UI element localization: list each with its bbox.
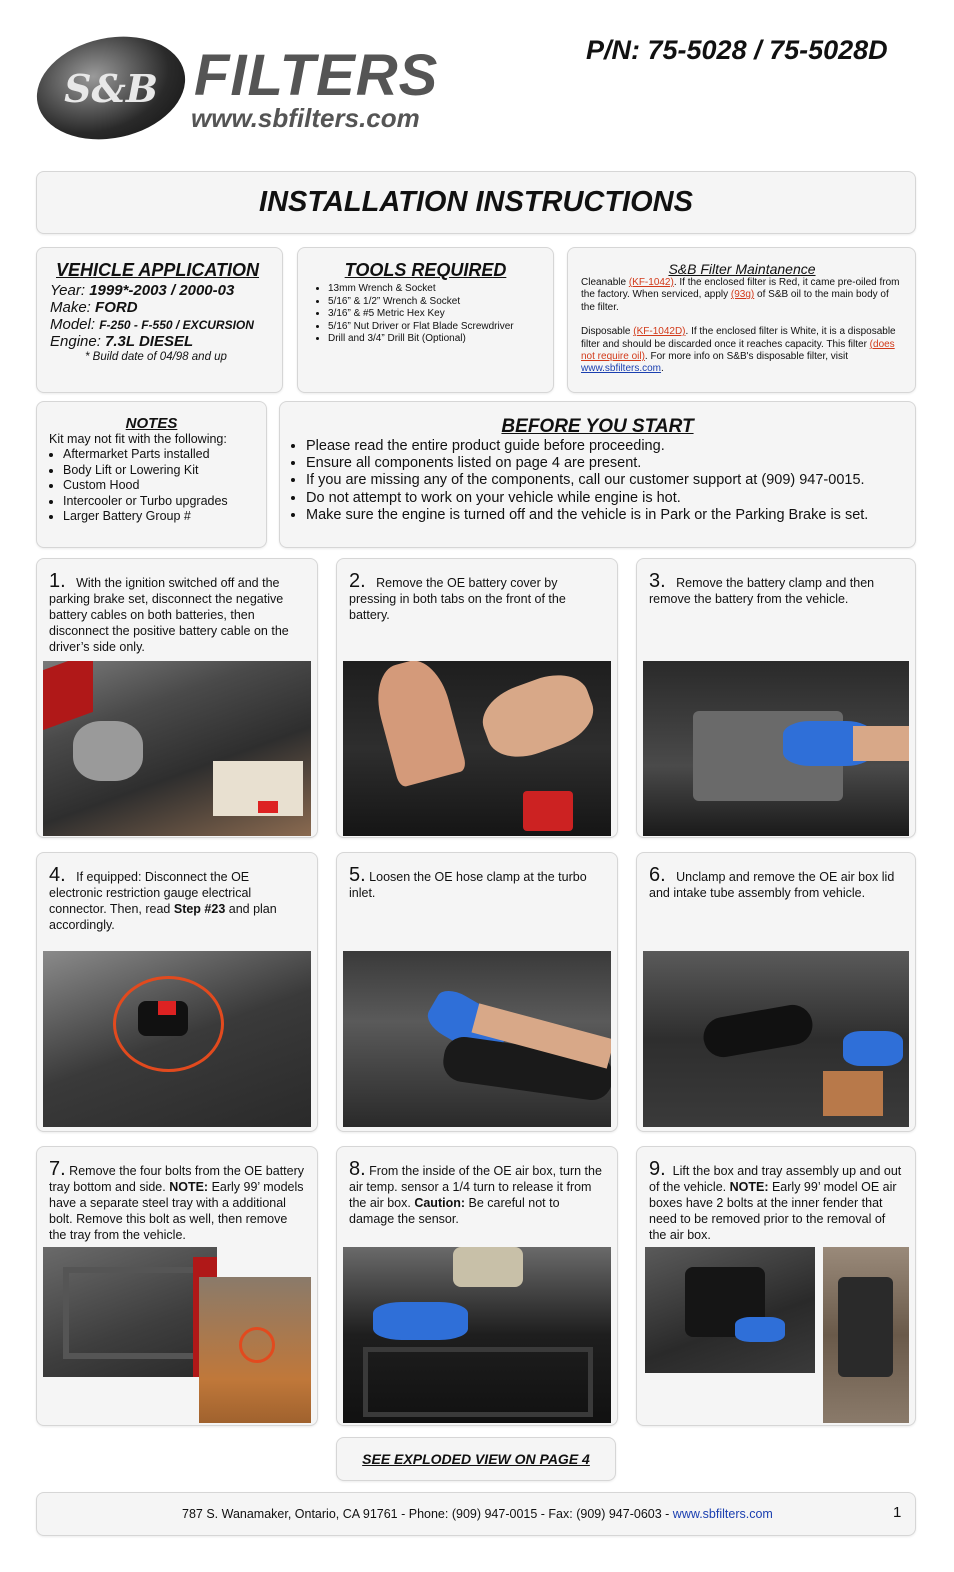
notes-box: [36, 401, 267, 548]
before-list: [292, 438, 903, 524]
before-item: • Do not attempt to work on your vehicle while engine is hot.: [306, 490, 903, 507]
step-1-card: [36, 558, 318, 838]
step-7-photo-tray: [43, 1247, 217, 1377]
notes-heading: NOTES: [125, 415, 178, 432]
before-item: • Make sure the engine is turned off and the vehicle is in Park or the Parking Brake is set.: [306, 507, 903, 524]
tool-item: • 13mm Wrench & Socket: [328, 283, 553, 296]
step-1-text: 1. With the ignition switched off and the parking brake set, disconnect the negative battery cables on both batteries, then disconnect the positive battery cable on the driver’s side only.: [49, 570, 289, 654]
exploded-view-label: SEE EXPLODED VIEW ON PAGE 4: [362, 1451, 590, 1467]
step-2-photo: [343, 661, 611, 836]
disposable-part-link[interactable]: (KF-1042D): [633, 326, 686, 338]
before-item: • Ensure all components listed on page 4 are present.: [306, 455, 903, 472]
step-6-text: 6. Unclamp and remove the OE air box lid and intake tube assembly from vehicle.: [649, 864, 895, 900]
note-item: • Intercooler or Turbo upgrades: [63, 494, 266, 510]
step-4-card: [36, 852, 318, 1132]
before-box: [279, 401, 916, 548]
notes-intro: Kit may not fit with the following:: [49, 431, 227, 446]
title-box: [36, 171, 916, 234]
part-number: P/N: 75-5028 / 75-5028D: [586, 35, 888, 65]
step-3-card: [636, 558, 916, 838]
step-6-photo: [643, 951, 909, 1127]
step-8-card: [336, 1146, 618, 1426]
step-9-photo-fender: [823, 1247, 909, 1423]
website-link[interactable]: www.sbfilters.com: [581, 363, 662, 375]
step-7-card: [36, 1146, 318, 1426]
notes-list: [49, 447, 266, 525]
step-5-card: [336, 852, 618, 1132]
step-8-text: 8. From the inside of the OE air box, turn the air temp. sensor a 1/4 turn to release it from the air box. Caution: Be careful not to damage the sensor.: [349, 1158, 602, 1226]
tool-item: • 3/16” & #5 Metric Hex Key: [328, 308, 553, 321]
before-item: • If you are missing any of the components, call our customer support at (909) 947-0015.: [306, 472, 903, 489]
step-1-photo: [43, 661, 311, 836]
step-2-card: [336, 558, 618, 838]
note-item: • Larger Battery Group #: [63, 509, 266, 525]
before-heading: BEFORE YOU START: [501, 416, 694, 437]
tool-item: • 5/16” & 1/2” Wrench & Socket: [328, 296, 553, 309]
exploded-view-box[interactable]: [336, 1437, 616, 1481]
page-number: 1: [893, 1504, 902, 1521]
note-item: • Custom Hood: [63, 478, 266, 494]
before-item: • Please read the entire product guide before proceeding.: [306, 438, 903, 455]
footer-box: [36, 1492, 916, 1536]
tools-heading: TOOLS REQUIRED: [344, 260, 507, 280]
brand-website: www.sbfilters.com: [191, 103, 420, 133]
step-8-photo: [343, 1247, 611, 1423]
maintenance-cleanable: Cleanable (KF-1042). If the enclosed filter is Red, it came pre-oiled from the factory. When serviced, apply (93g) of S&B oil to the main body of the filter.: [581, 277, 900, 313]
vehicle-footnote: * Build date of 04/98 and up: [85, 351, 227, 363]
step-9-card: [636, 1146, 916, 1426]
logo-badge-text: S&B: [64, 66, 158, 111]
tool-item: • 5/16” Nut Driver or Flat Blade Screwdriver: [328, 321, 553, 334]
step-6-card: [636, 852, 916, 1132]
maintenance-disposable: Disposable (KF-1042D). If the enclosed filter is White, it is a disposable filter and should be discarded once it reaches capacity. This filter (does not require oil). For more info on S&B's disposable filter, visit www.sbfilters.com.: [581, 326, 896, 375]
no-oil-link[interactable]: (does not require oil): [581, 338, 895, 363]
vehicle-model: Model: F-250 - F-550 / EXCURSION: [50, 316, 254, 333]
step-7-text: 7. Remove the four bolts from the OE battery tray bottom and side. NOTE: Early 99’ models have a separate steel tray with a additional bolt. Remove this bolt as well, then remove the tray from the vehicle.: [49, 1158, 304, 1242]
vehicle-box: [36, 247, 283, 393]
tool-item: • Drill and 3/4” Drill Bit (Optional): [328, 333, 553, 346]
step-3-photo: [643, 661, 909, 836]
note-item: • Body Lift or Lowering Kit: [63, 463, 266, 479]
tools-list: [310, 283, 553, 346]
footer-website-link[interactable]: www.sbfilters.com: [672, 1507, 773, 1521]
step-7-photo-bolt: [199, 1277, 311, 1423]
step-3-text: 3. Remove the battery clamp and then remove the battery from the vehicle.: [649, 570, 875, 606]
page-title: INSTALLATION INSTRUCTIONS: [259, 186, 693, 218]
step-4-text: 4. If equipped: Disconnect the OE electronic restriction gauge electrical connector. Then, read Step #23 and plan accordingly.: [49, 864, 277, 932]
vehicle-engine: Engine: 7.3L DIESEL: [50, 333, 194, 350]
step-2-text: 2. Remove the OE battery cover by pressing in both tabs on the front of the battery.: [349, 570, 566, 622]
step-9-text: 9. Lift the box and tray assembly up and out of the vehicle. NOTE: Early 99’ model OE air boxes have 2 bolts at the inner fender that need to be removed prior to the removal of the air box.: [649, 1158, 902, 1242]
logo: [36, 30, 506, 150]
oil-amount-link[interactable]: (93g): [730, 289, 755, 301]
maintenance-heading: S&B Filter Maintanence: [668, 261, 816, 277]
step-5-text: 5. Loosen the OE hose clamp at the turbo inlet.: [349, 864, 587, 900]
brand-name: FILTERS: [194, 43, 439, 108]
maintenance-box: [567, 247, 916, 393]
vehicle-heading: VEHICLE APPLICATION: [56, 260, 260, 280]
step-9-photo-airbox: [645, 1247, 815, 1373]
vehicle-make: Make: FORD: [50, 299, 138, 316]
cleanable-part-link[interactable]: (KF-1042): [628, 277, 674, 288]
tools-box: [297, 247, 554, 393]
step-4-photo: [43, 951, 311, 1127]
step-5-photo: [343, 951, 611, 1127]
vehicle-year: Year: 1999*-2003 / 2000-03: [50, 282, 235, 299]
footer-address: 787 S. Wanamaker, Ontario, CA 91761 - Phone: (909) 947-0015 - Fax: (909) 947-0603 - www.sbfilters.com: [182, 1507, 773, 1521]
note-item: • Aftermarket Parts installed: [63, 447, 266, 463]
